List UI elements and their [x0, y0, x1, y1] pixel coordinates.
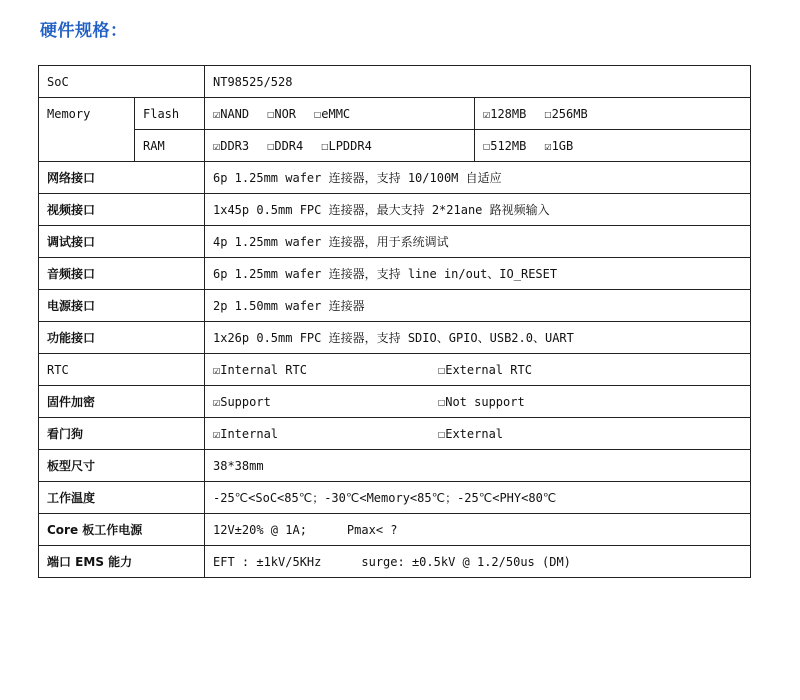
table-row — [39, 482, 751, 514]
table-row — [39, 386, 751, 418]
ram-label: RAM — [135, 130, 205, 162]
ram-ddr4-option: ☐DDR4 — [267, 138, 304, 153]
watchdog-label: 看门狗 — [39, 418, 205, 450]
audio-interface-label: 音频接口 — [39, 258, 205, 290]
table-row — [39, 194, 751, 226]
firmware-not-support-option: ☐Not support — [438, 394, 525, 409]
flash-128mb-option: ☑128MB — [483, 106, 527, 121]
temperature-value: -25℃<SoC<85℃；-30℃<Memory<85℃；-25℃<PHY<80℃ — [205, 482, 751, 514]
table-row — [39, 322, 751, 354]
firmware-options — [205, 386, 751, 418]
video-interface-label: 视频接口 — [39, 194, 205, 226]
flash-sizes — [475, 98, 751, 130]
power-interface-label: 电源接口 — [39, 290, 205, 322]
table-row — [39, 514, 751, 546]
table-row — [39, 98, 751, 130]
flash-label: Flash — [135, 98, 205, 130]
table-row — [39, 418, 751, 450]
table-row — [39, 258, 751, 290]
firmware-support-option: ☑Support — [213, 394, 271, 409]
flash-256mb-option: ☐256MB — [544, 106, 588, 121]
flash-nand-option: ☑NAND — [213, 106, 250, 121]
rtc-options — [205, 354, 751, 386]
table-row — [39, 66, 751, 98]
network-interface-label: 网络接口 — [39, 162, 205, 194]
audio-interface-value: 6p 1.25mm wafer 连接器，支持 line in/out、IO_RESET — [205, 258, 751, 290]
firmware-encryption-label: 固件加密 — [39, 386, 205, 418]
core-power-label: Core 板工作电源 — [39, 514, 205, 546]
table-row — [39, 354, 751, 386]
spec-table — [38, 65, 751, 578]
temperature-label: 工作温度 — [39, 482, 205, 514]
ram-lpddr4-option: ☐LPDDR4 — [321, 138, 372, 153]
ram-sizes — [475, 130, 751, 162]
ram-ddr3-option: ☑DDR3 — [213, 138, 250, 153]
table-row — [39, 450, 751, 482]
ems-value — [205, 546, 751, 578]
power-interface-value: 2p 1.50mm wafer 连接器 — [205, 290, 751, 322]
ram-512mb-option: ☐512MB — [483, 138, 527, 153]
rtc-external-option: ☐External RTC — [438, 362, 532, 377]
board-size-value: 38*38mm — [205, 450, 751, 482]
table-row — [39, 546, 751, 578]
network-interface-value: 6p 1.25mm wafer 连接器，支持 10/100M 自适应 — [205, 162, 751, 194]
table-row — [39, 130, 751, 162]
ems-eft: EFT : ±1kV/5KHz — [213, 554, 322, 569]
memory-label: Memory — [39, 98, 135, 162]
watchdog-external-option: ☐External — [438, 426, 504, 441]
table-row — [39, 162, 751, 194]
table-row — [39, 226, 751, 258]
rtc-internal-option: ☑Internal RTC — [213, 362, 307, 377]
watchdog-options — [205, 418, 751, 450]
core-power-value — [205, 514, 751, 546]
flash-emmc-option: ☐eMMC — [314, 106, 351, 121]
soc-label: SoC — [39, 66, 205, 98]
debug-interface-value: 4p 1.25mm wafer 连接器，用于系统调试 — [205, 226, 751, 258]
watchdog-internal-option: ☑Internal — [213, 426, 279, 441]
ems-label: 端口 EMS 能力 — [39, 546, 205, 578]
flash-types — [205, 98, 475, 130]
ram-types — [205, 130, 475, 162]
function-interface-label: 功能接口 — [39, 322, 205, 354]
table-row — [39, 290, 751, 322]
ram-1gb-option: ☑1GB — [544, 138, 574, 153]
page-title: 硬件规格： — [40, 21, 128, 41]
function-interface-value: 1x26p 0.5mm FPC 连接器，支持 SDIO、GPIO、USB2.0、UART — [205, 322, 751, 354]
board-size-label: 板型尺寸 — [39, 450, 205, 482]
debug-interface-label: 调试接口 — [39, 226, 205, 258]
core-power-pmax: Pmax< ? — [346, 522, 398, 537]
video-interface-value: 1x45p 0.5mm FPC 连接器，最大支持 2*21ane 路视频输入 — [205, 194, 751, 226]
soc-value: NT98525/528 — [205, 66, 751, 98]
rtc-label: RTC — [39, 354, 205, 386]
core-power-spec: 12V±20% @ 1A; — [213, 522, 307, 537]
flash-nor-option: ☐NOR — [267, 106, 297, 121]
ems-surge: surge: ±0.5kV @ 1.2/50us (DM) — [361, 554, 571, 569]
